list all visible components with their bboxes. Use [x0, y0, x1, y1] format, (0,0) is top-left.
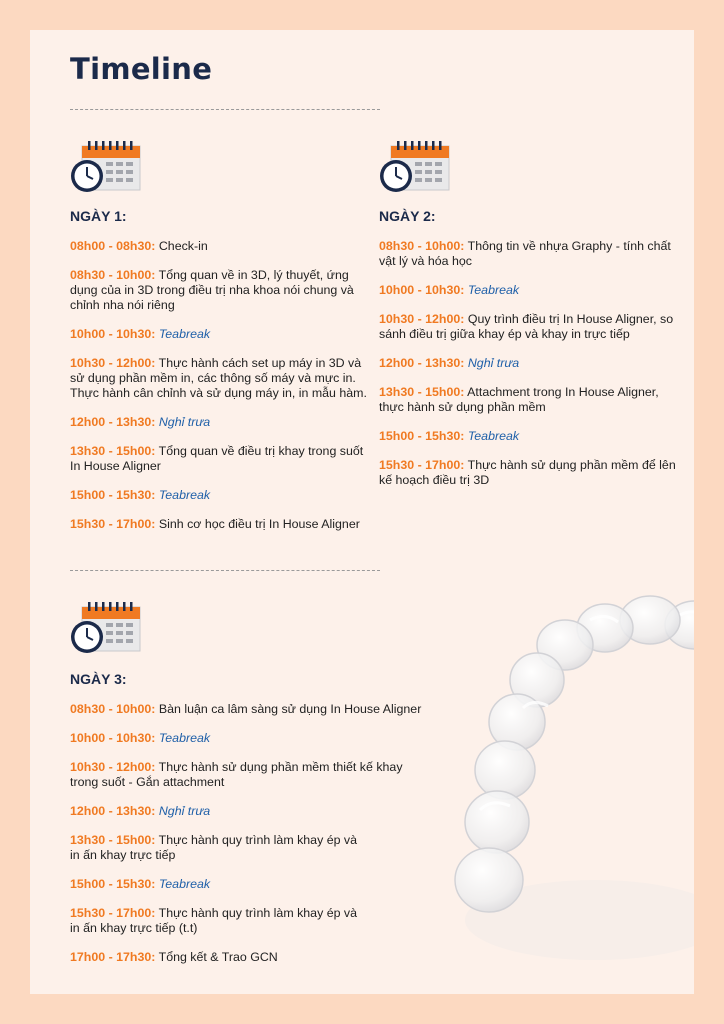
- schedule-entry: [379, 429, 684, 444]
- entry-text: Thực hành sử dụng phần mềm thiết kế khay trong suốt - Gắn attachment: [70, 760, 403, 789]
- entry-time: 13h30 - 15h00:: [70, 444, 156, 458]
- entry-text: Quy trình điều trị In House Aligner, so sánh điều trị giữa khay ép và khay in trực tiếp: [379, 312, 674, 341]
- schedule-entry: [70, 950, 450, 965]
- schedule-entry: [70, 356, 370, 401]
- calendar-clock-icon: [379, 140, 451, 194]
- entry-time: 08h00 - 08h30:: [70, 239, 156, 253]
- entry-text: Attachment trong In House Aligner, thực hành sử dụng phần mềm: [379, 385, 659, 414]
- entry-text: Check-in: [158, 239, 208, 253]
- entry-time: 15h00 - 15h30:: [70, 877, 156, 891]
- entry-break: Teabreak: [158, 488, 211, 502]
- day-2-schedule: [379, 239, 684, 502]
- schedule-entry: [70, 760, 430, 790]
- entry-text: Sinh cơ học điều trị In House Aligner: [158, 517, 360, 531]
- entry-time: 12h00 - 13h30:: [379, 356, 465, 370]
- entry-time: 13h30 - 15h00:: [379, 385, 465, 399]
- timeline-page: [30, 30, 694, 994]
- schedule-entry: [379, 239, 684, 269]
- entry-time: 17h00 - 17h30:: [70, 950, 156, 964]
- schedule-entry: [70, 702, 450, 717]
- entry-text: Thực hành sử dụng phần mềm để lên kế hoạch điều trị 3D: [379, 458, 676, 487]
- schedule-entry: [70, 415, 370, 430]
- schedule-entry: [70, 517, 370, 532]
- entry-time: 10h00 - 10h30:: [70, 327, 156, 341]
- day-3-heading: NGÀY 3:: [70, 671, 127, 687]
- schedule-entry: [70, 239, 370, 254]
- entry-text: Thực hành cách set up máy in 3D và sử dụng phần mềm in, các thông số máy và mực in. Thực hành cân chỉnh và sử dụng máy in, in mẫu hàm.: [70, 356, 367, 400]
- entry-time: 15h30 - 17h00:: [70, 517, 156, 531]
- day-3-schedule: [70, 702, 450, 979]
- entry-time: 10h00 - 10h30:: [379, 283, 465, 297]
- aligner-illustration: [425, 590, 694, 990]
- schedule-entry: [70, 804, 450, 819]
- entry-time: 15h30 - 17h00:: [70, 906, 156, 920]
- page-title: Timeline: [70, 52, 213, 86]
- entry-time: 13h30 - 15h00:: [70, 833, 156, 847]
- entry-time: 15h00 - 15h30:: [70, 488, 156, 502]
- divider-middle: [70, 570, 380, 571]
- schedule-entry: [379, 458, 684, 488]
- schedule-entry: [70, 488, 370, 503]
- entry-text: Tổng kết & Trao GCN: [158, 950, 278, 964]
- entry-time: 15h30 - 17h00:: [379, 458, 465, 472]
- entry-break: Teabreak: [158, 327, 211, 341]
- entry-time: 12h00 - 13h30:: [70, 804, 156, 818]
- entry-text: Tổng quan về in 3D, lý thuyết, ứng dụng của in 3D trong điều trị nha khoa nói chung và chỉnh nha nói riêng: [70, 268, 354, 312]
- entry-break: Teabreak: [158, 731, 211, 745]
- entry-break: Teabreak: [467, 283, 520, 297]
- entry-time: 10h00 - 10h30:: [70, 731, 156, 745]
- entry-break: Nghỉ trưa: [467, 356, 520, 370]
- schedule-entry: [70, 268, 370, 313]
- entry-time: 10h30 - 12h00:: [70, 760, 156, 774]
- entry-text: Thực hành quy trình làm khay ép và in ấn khay trực tiếp (t.t): [70, 906, 358, 935]
- day-2-heading: NGÀY 2:: [379, 208, 436, 224]
- schedule-entry: [70, 327, 370, 342]
- schedule-entry: [379, 385, 684, 415]
- calendar-clock-icon: [70, 140, 142, 194]
- entry-text: Thực hành quy trình làm khay ép và in ấn khay trực tiếp: [70, 833, 358, 862]
- entry-time: 08h30 - 10h00:: [70, 702, 156, 716]
- entry-time: 15h00 - 15h30:: [379, 429, 465, 443]
- schedule-entry: [379, 312, 684, 342]
- day-1-heading: NGÀY 1:: [70, 208, 127, 224]
- entry-break: Nghỉ trưa: [158, 804, 211, 818]
- schedule-entry: [70, 877, 450, 892]
- entry-break: Teabreak: [158, 877, 211, 891]
- entry-text: Tổng quan về điều trị khay trong suốt In House Aligner: [70, 444, 364, 473]
- schedule-entry: [70, 833, 370, 863]
- schedule-entry: [70, 444, 370, 474]
- schedule-entry: [70, 731, 450, 746]
- day-1-schedule: [70, 239, 370, 546]
- entry-time: 10h30 - 12h00:: [379, 312, 465, 326]
- entry-break: Teabreak: [467, 429, 520, 443]
- calendar-clock-icon: [70, 601, 142, 655]
- entry-time: 08h30 - 10h00:: [70, 268, 156, 282]
- divider-top: [70, 109, 380, 110]
- entry-text: Bàn luận ca lâm sàng sử dụng In House Aligner: [158, 702, 422, 716]
- entry-time: 10h30 - 12h00:: [70, 356, 156, 370]
- schedule-entry: [379, 283, 684, 298]
- entry-time: 08h30 - 10h00:: [379, 239, 465, 253]
- schedule-entry: [70, 906, 370, 936]
- entry-text: Thông tin về nhựa Graphy - tính chất vật lý và hóa học: [379, 239, 671, 268]
- schedule-entry: [379, 356, 684, 371]
- entry-break: Nghỉ trưa: [158, 415, 211, 429]
- entry-time: 12h00 - 13h30:: [70, 415, 156, 429]
